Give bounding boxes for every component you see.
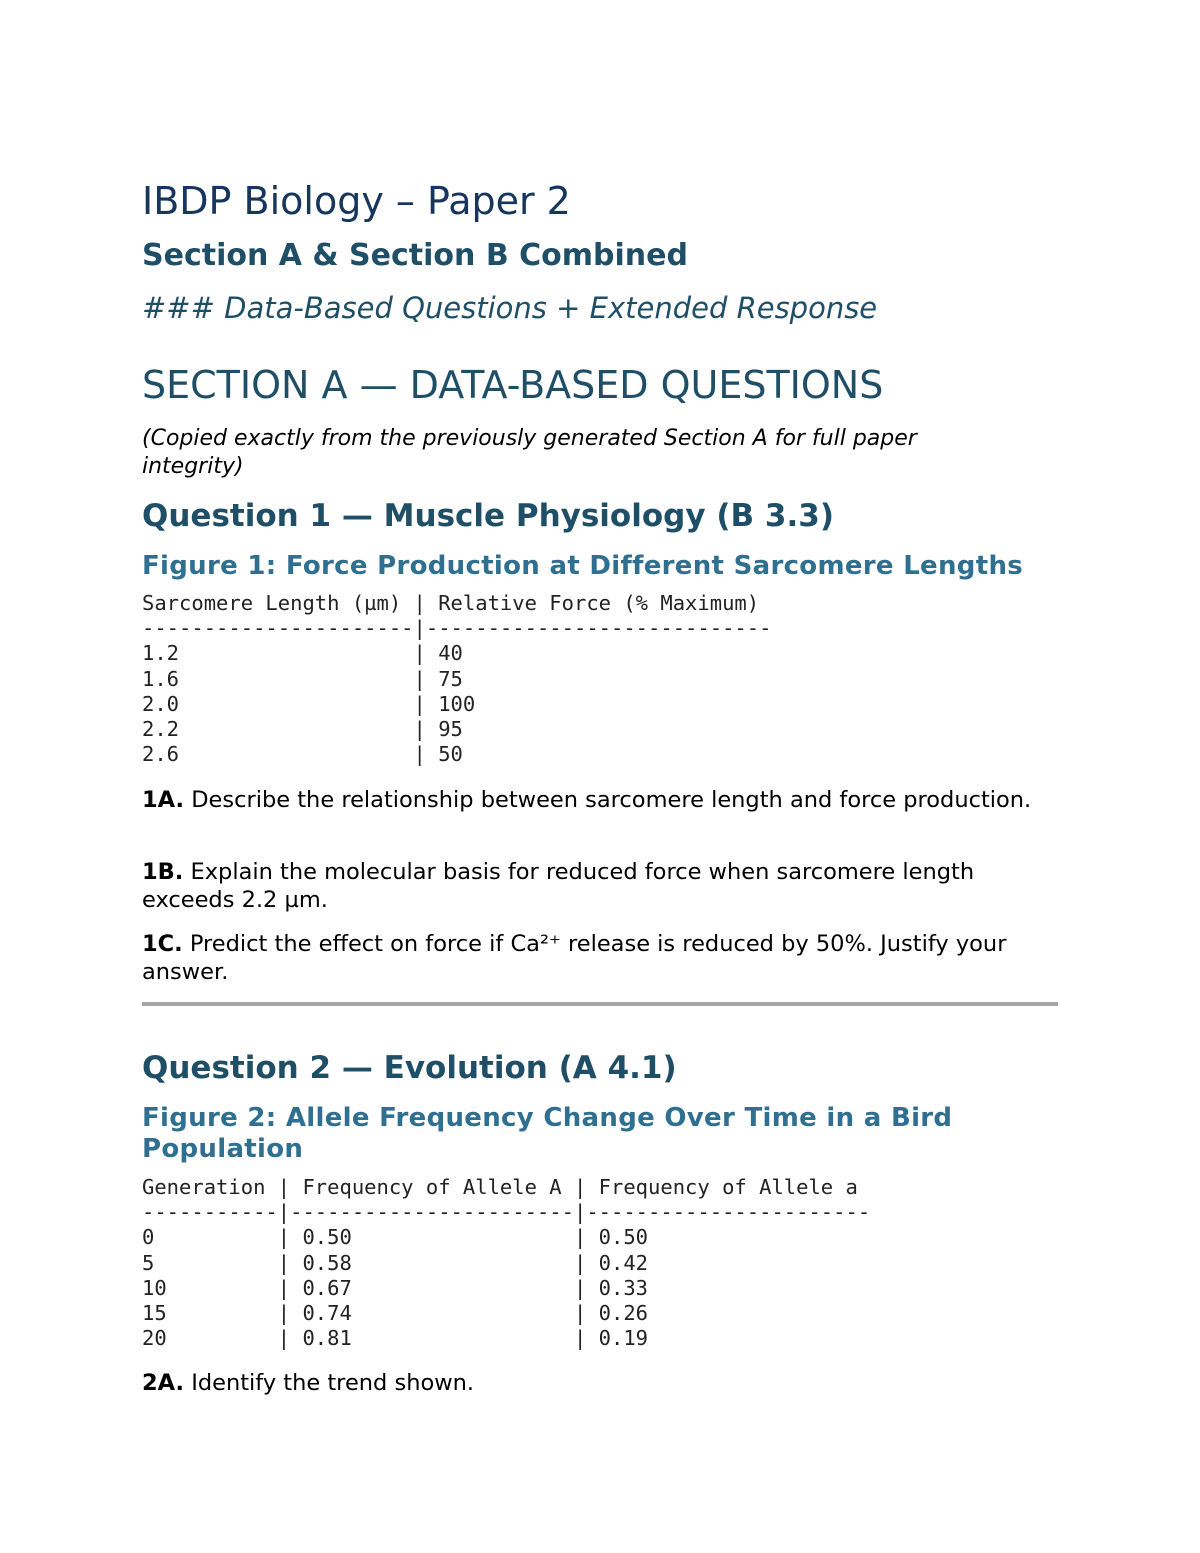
document-subsubtitle: ### Data-Based Questions + Extended Response: [142, 291, 878, 325]
question-2a-label: 2A.: [142, 1370, 185, 1396]
document-subtitle: Section A & Section B Combined: [142, 238, 688, 273]
question-1b: [142, 858, 1062, 914]
question-2a-text: Identify the trend shown.: [184, 1370, 475, 1396]
figure-2-title: Figure 2: Allele Frequency Change Over Time in a Bird Population: [142, 1103, 953, 1164]
integrity-note: (Copied exactly from the previously generated Section A for full paper integrity): [142, 426, 917, 479]
question-1a: [142, 786, 1062, 814]
figure-2-table: Generation | Frequency of Allele A | Frequency of Allele a -----------|-----------------------|----------------------- 0 | 0.50 | 0.50 5 | 0.58 | 0.42 10 | 0.67 | 0.33 15 | 0.74 | 0.26 20 | 0.81 | 0.19: [142, 1175, 871, 1351]
question-1c-label: 1C.: [142, 931, 183, 957]
question-1a-text: Describe the relationship between sarcomere length and force production.: [184, 787, 1032, 813]
question-1c-text: Predict the effect on force if Ca²⁺ release is reduced by 50%. Justify your answer.: [142, 931, 1007, 985]
document-title: IBDP Biology – Paper 2: [142, 179, 571, 223]
question-1b-label: 1B.: [142, 859, 184, 885]
figure-1-table: Sarcomere Length (µm) | Relative Force (% Maximum) ----------------------|---------------------------- 1.2 | 40 1.6 | 75 2.0 | 100 2.2 | 95 2.6 | 50: [142, 591, 772, 767]
question-1b-text: Explain the molecular basis for reduced force when sarcomere length exceeds 2.2 µm.: [142, 859, 975, 913]
horizontal-divider: [142, 1002, 1058, 1006]
question-1c: [142, 930, 1062, 986]
question-1-heading: Question 1 — Muscle Physiology (B 3.3): [142, 498, 835, 534]
question-2a: [142, 1369, 1062, 1397]
figure-1-title: Figure 1: Force Production at Different Sarcomere Lengths: [142, 551, 1024, 581]
question-1a-label: 1A.: [142, 787, 185, 813]
question-2-heading: Question 2 — Evolution (A 4.1): [142, 1050, 677, 1086]
section-a-heading: SECTION A — DATA-BASED QUESTIONS: [142, 363, 884, 407]
